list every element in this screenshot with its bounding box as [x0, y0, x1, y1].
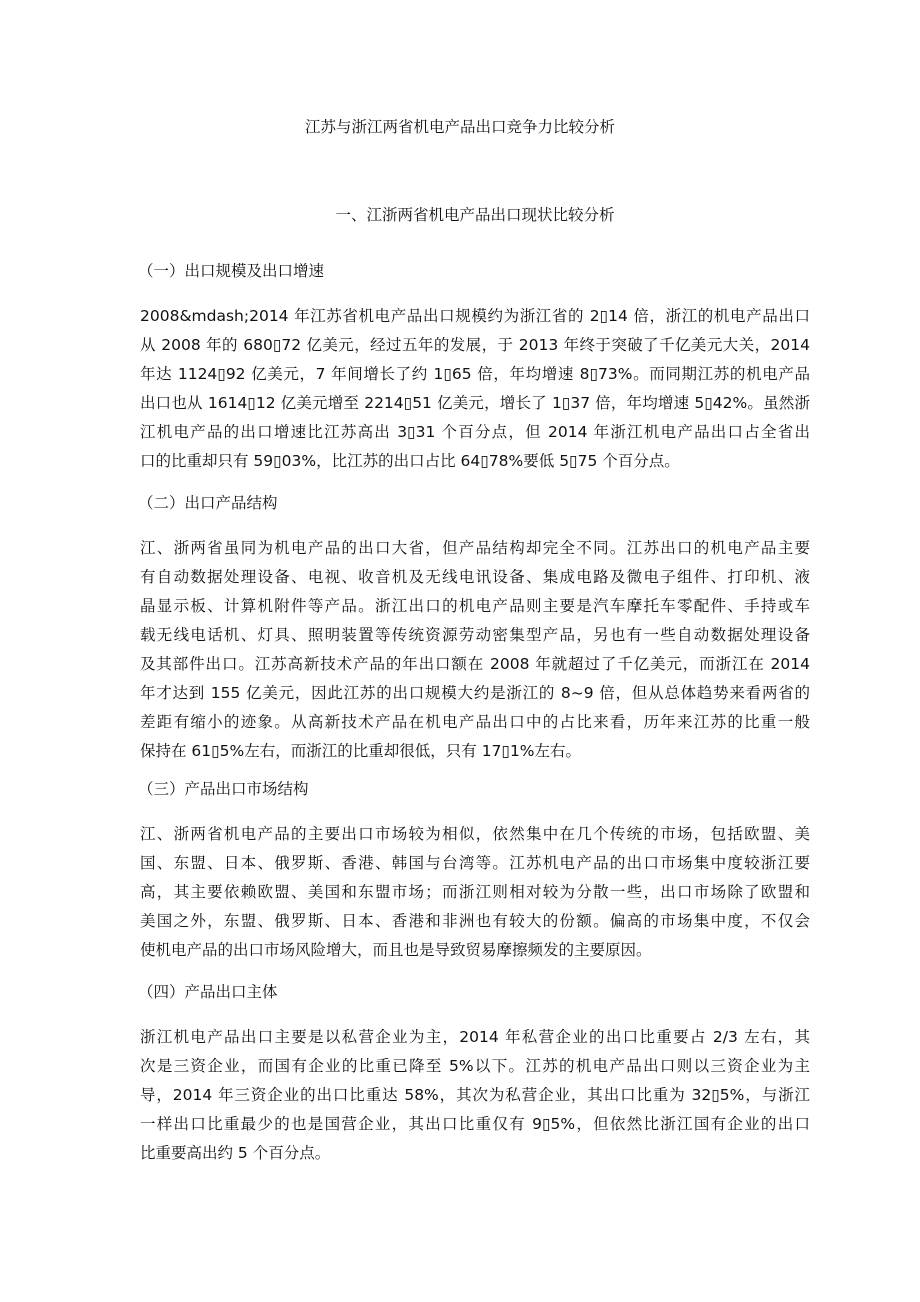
paragraph	[140, 1023, 810, 1168]
paragraph-line: 年达 1124▯92 亿美元，7 年间增长了约 1▯65 倍，年均增速 8▯73%。而同期江苏的机电产品	[140, 365, 810, 383]
paragraph-line: 美国之外，东盟、俄罗斯、日本、香港和非洲也有较大的份额。偏高的市场集中度，不仅会	[140, 912, 810, 930]
paragraph-line: 口的比重却只有 59▯03%，比江苏的出口占比 64▯78%要低 5▯75 个百分点。	[140, 452, 680, 470]
paragraph-line: 有自动数据处理设备、电视、收音机及无线电讯设备、集成电路及微电子组件、打印机、液	[140, 568, 810, 586]
paragraph-line: 2008&mdash;2014 年江苏省机电产品出口规模约为浙江省的 2▯14 倍，浙江的机电产品出口	[140, 307, 810, 325]
paragraph-line: 高，其主要依赖欧盟、美国和东盟市场；而浙江则相对较为分散一些，出口市场除了欧盟和	[140, 883, 810, 901]
section-heading: 一、江浙两省机电产品出口现状比较分析	[335, 206, 615, 224]
paragraph	[140, 820, 810, 965]
subsection-heading: （一）出口规模及出口增速	[138, 262, 325, 280]
paragraph-line: 使机电产品的出口市场风险增大，而且也是导致贸易摩擦频发的主要原因。	[140, 941, 652, 959]
paragraph-line: 江、浙两省机电产品的主要出口市场较为相似，依然集中在几个传统的市场，包括欧盟、美	[140, 825, 810, 843]
paragraph-line: 国、东盟、日本、俄罗斯、香港、韩国与台湾等。江苏机电产品的出口市场集中度较浙江要	[140, 854, 810, 872]
paragraph	[140, 534, 810, 766]
subsection-heading: （二）出口产品结构	[138, 494, 278, 512]
paragraph-line: 年才达到 155 亿美元，因此江苏的出口规模大约是浙江的 8~9 倍，但从总体趋势来看两省的	[140, 684, 810, 702]
subsection-heading: （三）产品出口市场结构	[138, 780, 309, 798]
paragraph	[140, 302, 810, 476]
paragraph-line: 江机电产品的出口增速比江苏高出 3▯31 个百分点，但 2014 年浙江机电产品出口占全省出	[140, 423, 810, 441]
paragraph-line: 及其部件出口。江苏高新技术产品的年出口额在 2008 年就超过了千亿美元，而浙江在 2014	[140, 655, 810, 673]
paragraph-line: 江、浙两省虽同为机电产品的出口大省，但产品结构却完全不同。江苏出口的机电产品主要	[140, 539, 810, 557]
subsection-heading: （四）产品出口主体	[138, 983, 278, 1001]
paragraph-line: 载无线电话机、灯具、照明装置等传统资源劳动密集型产品，另也有一些自动数据处理设备	[140, 626, 810, 644]
paragraph-line: 比重要高出约 5 个百分点。	[140, 1144, 331, 1162]
paragraph-line: 导，2014 年三资企业的出口比重达 58%，其次为私营企业，其出口比重为 32▯5%，与浙江	[140, 1086, 810, 1104]
paragraph-line: 从 2008 年的 680▯72 亿美元，经过五年的发展，于 2013 年终于突破了千亿美元大关，2014	[140, 336, 810, 354]
paragraph-line: 保持在 61▯5%左右，而浙江的比重却很低，只有 17▯1%左右。	[140, 742, 582, 760]
document-title: 江苏与浙江两省机电产品出口竞争力比较分析	[304, 118, 615, 136]
paragraph-line: 浙江机电产品出口主要是以私营企业为主，2014 年私营企业的出口比重要占 2/3 左右，其	[140, 1028, 810, 1046]
paragraph-line: 晶显示板、计算机附件等产品。浙江出口的机电产品则主要是汽车摩托车零配件、手持或车	[140, 597, 810, 615]
paragraph-line: 出口也从 1614▯12 亿美元增至 2214▯51 亿美元，增长了 1▯37 倍，年均增速 5▯42%。虽然浙	[140, 394, 810, 412]
paragraph-line: 次是三资企业，而国有企业的比重已降至 5%以下。江苏的机电产品出口则以三资企业为主	[140, 1057, 810, 1075]
paragraph-line: 一样出口比重最少的也是国营企业，其出口比重仅有 9▯5%，但依然比浙江国有企业的出口	[140, 1115, 810, 1133]
paragraph-line: 差距有缩小的迹象。从高新技术产品在机电产品出口中的占比来看，历年来江苏的比重一般	[140, 713, 810, 731]
